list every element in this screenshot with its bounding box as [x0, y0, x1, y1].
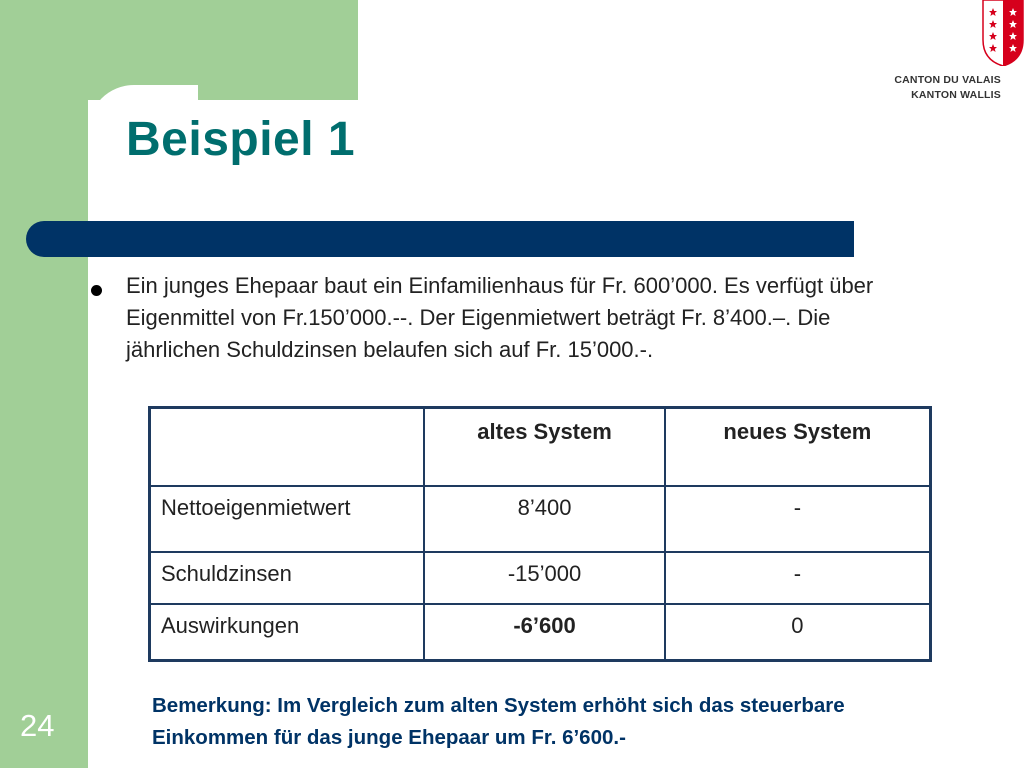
bullet-paragraph: Ein junges Ehepaar baut ein Einfamilienhaus für Fr. 600’000. Es verfügt über Eigenmittel von Fr.150’000.--. Der Eigenmietwert beträgt Fr. 8’400.–. Die jährlichen Schuldzinsen belaufen sich auf Fr. 15’000.-. [126, 273, 874, 362]
comparison-table [148, 406, 932, 662]
slide-title: Beispiel 1 [126, 113, 356, 166]
logo-text-fr: CANTON DU VALAIS [894, 74, 1001, 86]
table-cell-highlight: -6’600 [424, 604, 664, 661]
table-cell: Nettoeigenmietwert [150, 486, 425, 552]
page-number: 24 [20, 708, 55, 743]
title-underline-bar [26, 221, 854, 257]
table-row [150, 486, 931, 552]
table-header-cell [150, 408, 425, 487]
table-cell: - [665, 486, 931, 552]
table-row [150, 604, 931, 661]
bullet-dot-icon [91, 285, 102, 296]
table-cell: -15’000 [424, 552, 664, 604]
logo-text-de: KANTON WALLIS [911, 89, 1001, 101]
table-cell: Schuldzinsen [150, 552, 425, 604]
valais-coat-of-arms-icon [982, 0, 1024, 66]
table-header-row [150, 408, 931, 487]
remark-note: Bemerkung: Im Vergleich zum alten System erhöht sich das steuerbare Einkommen für das junge Ehepaar um Fr. 6’600.- [152, 694, 845, 749]
table-row [150, 552, 931, 604]
table-cell: Auswirkungen [150, 604, 425, 661]
green-sidebar [0, 0, 88, 768]
table-cell: - [665, 552, 931, 604]
table-header-cell: altes System [424, 408, 664, 487]
table-header-cell: neues System [665, 408, 931, 487]
table-cell: 0 [665, 604, 931, 661]
table-cell: 8’400 [424, 486, 664, 552]
